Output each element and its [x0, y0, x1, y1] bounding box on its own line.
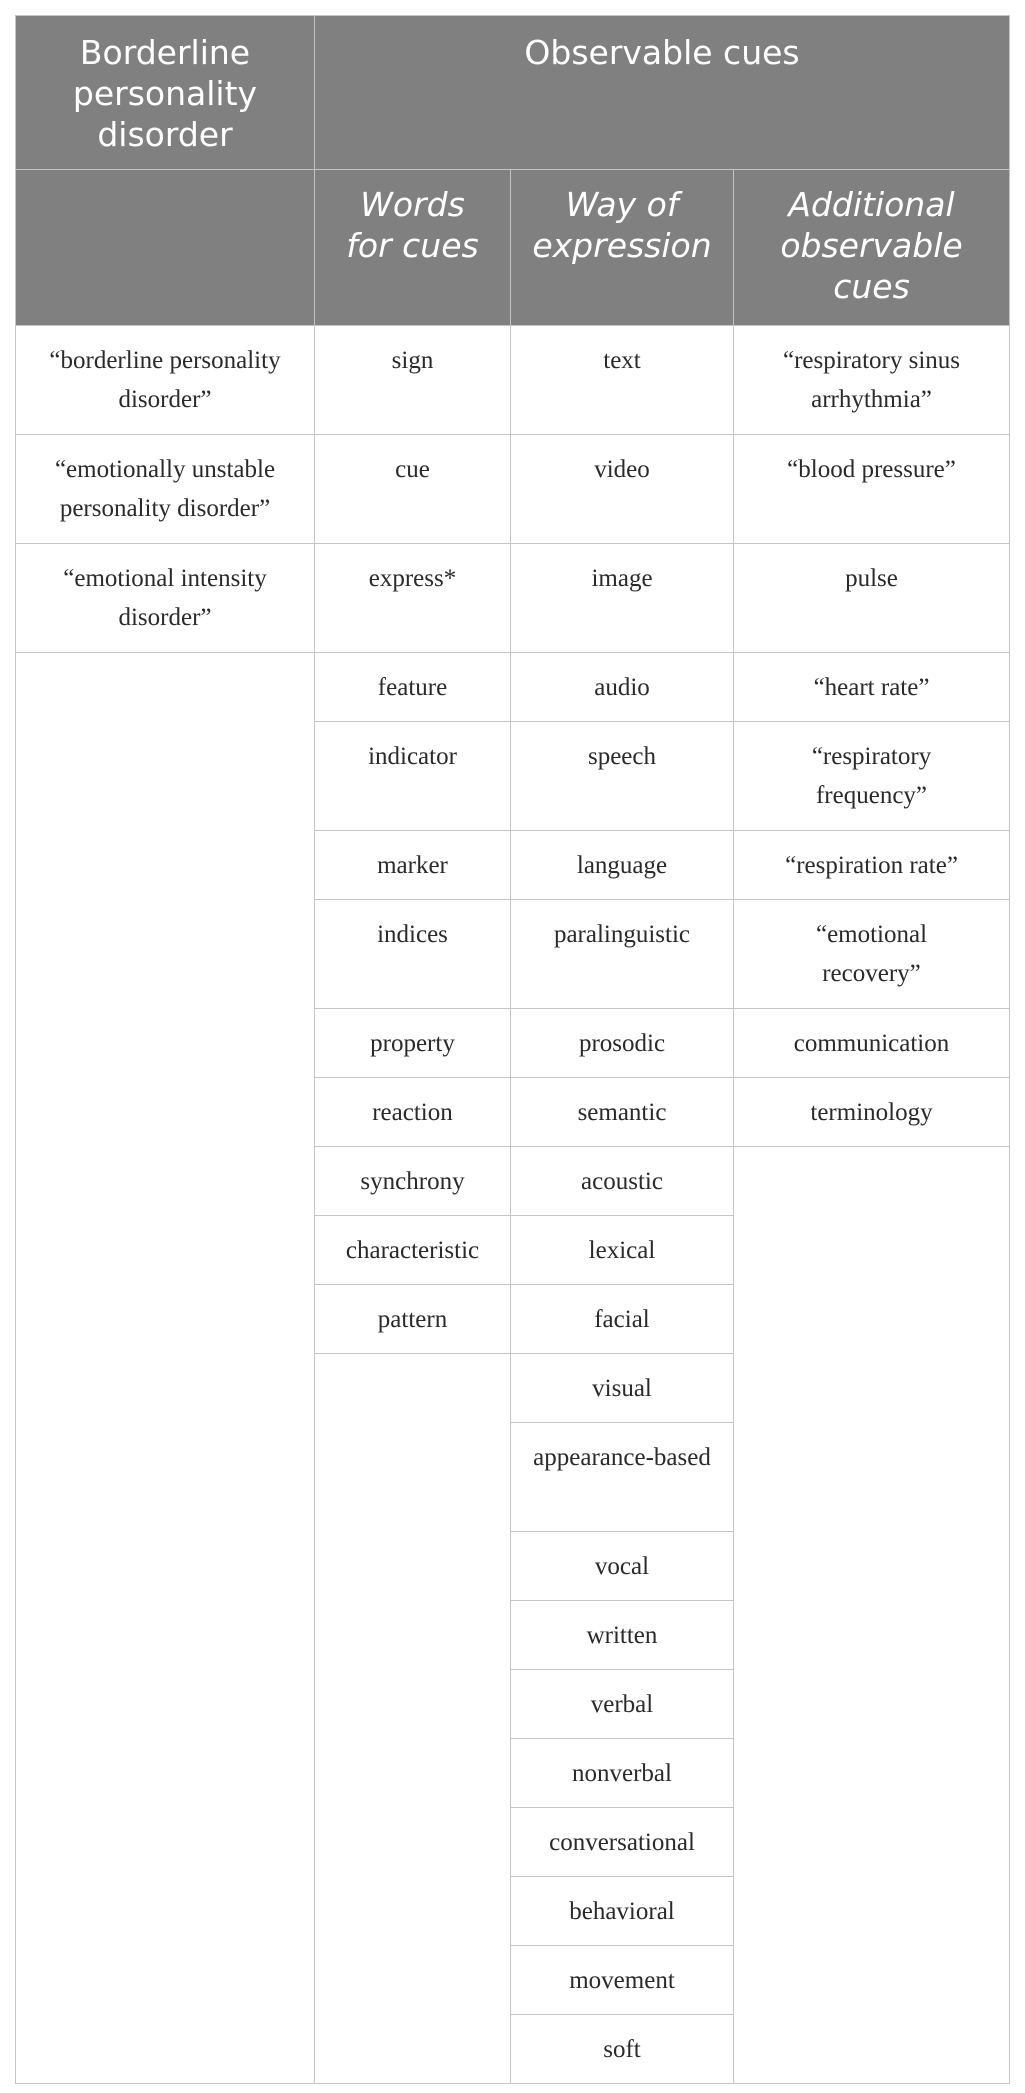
word-for-cue-cell: cue [315, 435, 511, 544]
header-empty-cell [16, 170, 315, 326]
word-for-cue-cell: synchrony [315, 1147, 511, 1216]
word-for-cue-cell: characteristic [315, 1216, 511, 1285]
word-for-cue-cell: property [315, 1009, 511, 1078]
way-of-expression-cell: speech [511, 722, 734, 831]
way-of-expression-cell: appearance-based [511, 1423, 734, 1532]
empty-cell [16, 653, 315, 2084]
way-of-expression-cell: written [511, 1601, 734, 1670]
table-row [16, 653, 1010, 722]
way-of-expression-cell: conversational [511, 1808, 734, 1877]
way-of-expression-cell: facial [511, 1285, 734, 1354]
additional-cue-cell: “blood pressure” [734, 435, 1010, 544]
table-row [16, 326, 1010, 435]
additional-cue-cell: pulse [734, 544, 1010, 653]
way-of-expression-cell: behavioral [511, 1877, 734, 1946]
word-for-cue-cell: indicator [315, 722, 511, 831]
table-row [16, 435, 1010, 544]
way-of-expression-cell: audio [511, 653, 734, 722]
header-row-1 [16, 16, 1010, 170]
word-for-cue-cell: express* [315, 544, 511, 653]
way-of-expression-cell: image [511, 544, 734, 653]
header-way-of-expression: Way of expression [511, 170, 734, 326]
way-of-expression-cell: text [511, 326, 734, 435]
way-of-expression-cell: lexical [511, 1216, 734, 1285]
word-for-cue-cell: reaction [315, 1078, 511, 1147]
word-for-cue-cell: indices [315, 900, 511, 1009]
way-of-expression-cell: nonverbal [511, 1739, 734, 1808]
header-bpd: Borderline personality disorder [16, 16, 315, 170]
word-for-cue-cell: feature [315, 653, 511, 722]
word-for-cue-cell: pattern [315, 1285, 511, 1354]
way-of-expression-cell: acoustic [511, 1147, 734, 1216]
way-of-expression-cell: prosodic [511, 1009, 734, 1078]
word-for-cue-cell: sign [315, 326, 511, 435]
bpd-term-cell: “emotionally unstable personality disorder” [16, 435, 315, 544]
way-of-expression-cell: paralinguistic [511, 900, 734, 1009]
way-of-expression-cell: verbal [511, 1670, 734, 1739]
header-additional-cues: Additional observable cues [734, 170, 1010, 326]
way-of-expression-cell: semantic [511, 1078, 734, 1147]
way-of-expression-cell: language [511, 831, 734, 900]
way-of-expression-cell: video [511, 435, 734, 544]
word-for-cue-cell: marker [315, 831, 511, 900]
empty-cell [315, 1354, 511, 2084]
header-observable-cues: Observable cues [315, 16, 1010, 170]
way-of-expression-cell: soft [511, 2015, 734, 2084]
table-row [16, 544, 1010, 653]
observable-cues-table [15, 15, 1010, 2084]
additional-cue-cell: “respiratory frequency” [734, 722, 1010, 831]
empty-cell [734, 1147, 1010, 2084]
additional-cue-cell: communication [734, 1009, 1010, 1078]
additional-cue-cell: “emotional recovery” [734, 900, 1010, 1009]
additional-cue-cell: “respiratory sinus arrhythmia” [734, 326, 1010, 435]
bpd-term-cell: “emotional intensity disorder” [16, 544, 315, 653]
way-of-expression-cell: vocal [511, 1532, 734, 1601]
bpd-term-cell: “borderline personality disorder” [16, 326, 315, 435]
additional-cue-cell: “respiration rate” [734, 831, 1010, 900]
additional-cue-cell: “heart rate” [734, 653, 1010, 722]
way-of-expression-cell: movement [511, 1946, 734, 2015]
header-words-for-cues: Words for cues [315, 170, 511, 326]
additional-cue-cell: terminology [734, 1078, 1010, 1147]
way-of-expression-cell: visual [511, 1354, 734, 1423]
header-row-2 [16, 170, 1010, 326]
